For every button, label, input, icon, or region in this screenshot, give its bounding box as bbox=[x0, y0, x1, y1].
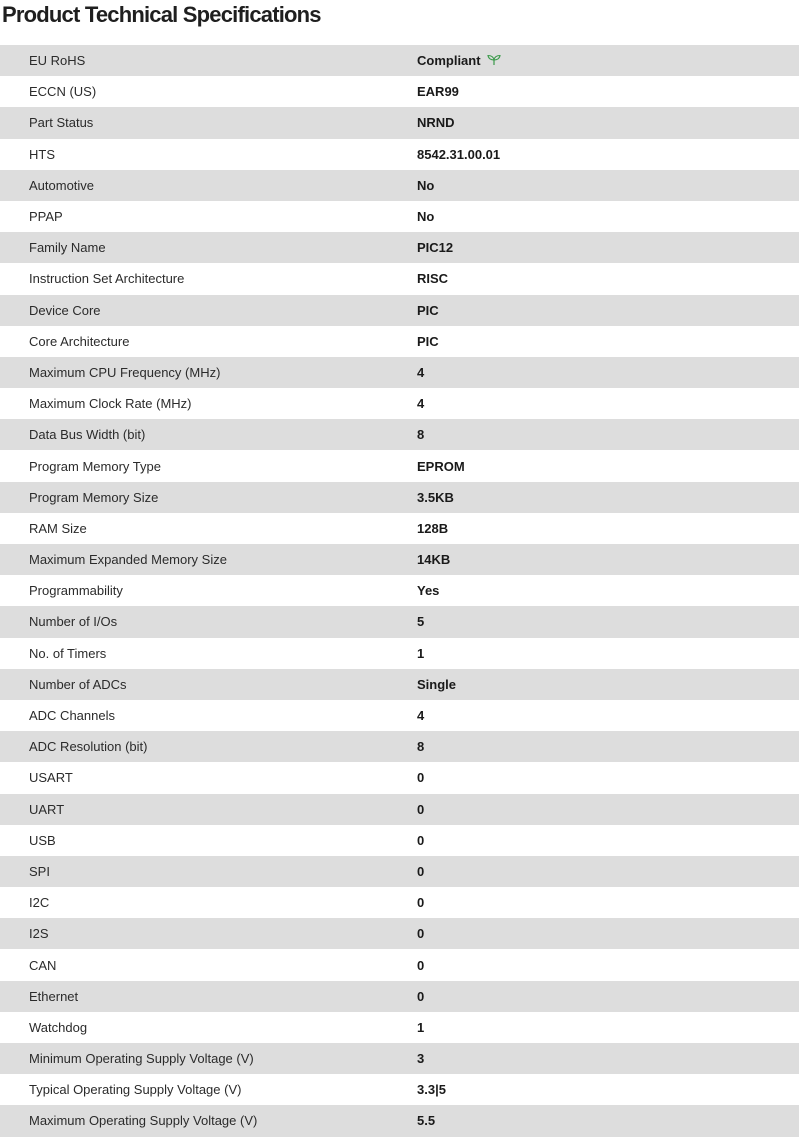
spec-value: 3.3|5 bbox=[417, 1082, 446, 1098]
spec-row bbox=[0, 887, 799, 918]
spec-value-cell bbox=[417, 388, 799, 419]
spec-value: 0 bbox=[417, 988, 425, 1004]
spec-row bbox=[0, 949, 799, 980]
spec-value-cell bbox=[417, 606, 799, 637]
spec-value: EAR99 bbox=[417, 84, 459, 100]
spec-label: Maximum Clock Rate (MHz) bbox=[29, 396, 192, 412]
spec-value: 4 bbox=[417, 396, 425, 412]
spec-label: Program Memory Type bbox=[29, 458, 161, 474]
spec-row bbox=[0, 201, 799, 232]
spec-row bbox=[0, 139, 799, 170]
spec-value: 0 bbox=[417, 832, 425, 848]
spec-value-cell bbox=[417, 357, 799, 388]
spec-value-cell bbox=[417, 419, 799, 450]
spec-label: Core Architecture bbox=[29, 333, 130, 349]
spec-value: PIC bbox=[417, 302, 439, 318]
spec-row bbox=[0, 170, 799, 201]
spec-row bbox=[0, 232, 799, 263]
spec-row bbox=[0, 1074, 799, 1105]
spec-row bbox=[0, 295, 799, 326]
spec-label: I2S bbox=[29, 926, 49, 942]
spec-label: PPAP bbox=[29, 209, 63, 225]
spec-row bbox=[0, 1105, 799, 1136]
spec-value: Yes bbox=[417, 583, 440, 599]
spec-label: I2C bbox=[29, 895, 50, 911]
spec-value-cell bbox=[417, 263, 799, 294]
spec-label: Maximum Operating Supply Voltage (V) bbox=[29, 1113, 258, 1129]
spec-row bbox=[0, 762, 799, 793]
spec-label: No. of Timers bbox=[29, 645, 107, 661]
spec-label: Part Status bbox=[29, 115, 94, 131]
spec-label: SPI bbox=[29, 863, 50, 879]
spec-value-cell bbox=[417, 139, 799, 170]
spec-value-cell bbox=[417, 232, 799, 263]
spec-value-cell bbox=[417, 825, 799, 856]
spec-label: Instruction Set Architecture bbox=[29, 271, 185, 287]
spec-value-cell bbox=[417, 450, 799, 481]
spec-value: 0 bbox=[417, 895, 425, 911]
spec-value: 1 bbox=[417, 645, 425, 661]
spec-label: Number of I/Os bbox=[29, 614, 118, 630]
spec-value-cell bbox=[417, 1105, 799, 1136]
spec-row bbox=[0, 669, 799, 700]
spec-value: 0 bbox=[417, 926, 425, 942]
spec-label: Ethernet bbox=[29, 988, 79, 1004]
spec-value: RISC bbox=[417, 271, 449, 287]
spec-label: Programmability bbox=[29, 583, 123, 599]
spec-value-cell bbox=[417, 949, 799, 980]
spec-value-cell bbox=[417, 513, 799, 544]
spec-row bbox=[0, 606, 799, 637]
spec-value: 8542.31.00.01 bbox=[417, 146, 501, 162]
spec-value-cell bbox=[417, 107, 799, 138]
spec-value-cell bbox=[417, 731, 799, 762]
spec-value-cell bbox=[417, 981, 799, 1012]
spec-value: 0 bbox=[417, 957, 425, 973]
spec-row bbox=[0, 700, 799, 731]
spec-label: Number of ADCs bbox=[29, 676, 127, 692]
spec-value: 0 bbox=[417, 801, 425, 817]
spec-value-cell bbox=[417, 295, 799, 326]
spec-value: 8 bbox=[417, 739, 425, 755]
spec-label: Program Memory Size bbox=[29, 489, 159, 505]
spec-row bbox=[0, 731, 799, 762]
spec-row bbox=[0, 981, 799, 1012]
spec-label: HTS bbox=[29, 146, 55, 162]
spec-value: Single bbox=[417, 676, 457, 692]
spec-value-cell bbox=[417, 700, 799, 731]
spec-label: Device Core bbox=[29, 302, 101, 318]
spec-value: 5.5 bbox=[417, 1113, 436, 1129]
spec-value: No bbox=[417, 209, 435, 225]
spec-label: USART bbox=[29, 770, 73, 786]
spec-value-cell bbox=[417, 76, 799, 107]
spec-value-cell bbox=[417, 918, 799, 949]
spec-row bbox=[0, 357, 799, 388]
spec-row bbox=[0, 107, 799, 138]
spec-row bbox=[0, 825, 799, 856]
leaf-icon bbox=[487, 54, 501, 66]
spec-label: USB bbox=[29, 832, 56, 848]
spec-value-cell bbox=[417, 201, 799, 232]
spec-value: 3 bbox=[417, 1051, 425, 1067]
spec-row bbox=[0, 1043, 799, 1074]
spec-value-cell bbox=[417, 669, 799, 700]
spec-row bbox=[0, 513, 799, 544]
spec-value: 3.5KB bbox=[417, 489, 454, 505]
spec-label: Maximum Expanded Memory Size bbox=[29, 552, 227, 568]
spec-table-body bbox=[0, 45, 799, 1137]
page-title: Product Technical Specifications bbox=[2, 2, 321, 27]
spec-value: NRND bbox=[417, 115, 455, 131]
spec-value: Compliant bbox=[417, 53, 481, 69]
spec-value: 4 bbox=[417, 708, 425, 724]
spec-value: 0 bbox=[417, 863, 425, 879]
spec-value-cell bbox=[417, 638, 799, 669]
spec-row bbox=[0, 388, 799, 419]
spec-row bbox=[0, 45, 799, 76]
spec-label: Data Bus Width (bit) bbox=[29, 427, 146, 443]
spec-value: PIC bbox=[417, 333, 439, 349]
spec-value-cell bbox=[417, 762, 799, 793]
spec-row bbox=[0, 450, 799, 481]
spec-value-cell bbox=[417, 45, 799, 76]
spec-label: ADC Resolution (bit) bbox=[29, 739, 148, 755]
spec-label: Automotive bbox=[29, 177, 95, 193]
spec-label: Minimum Operating Supply Voltage (V) bbox=[29, 1051, 254, 1067]
spec-row bbox=[0, 918, 799, 949]
spec-label: ADC Channels bbox=[29, 708, 115, 724]
spec-row bbox=[0, 263, 799, 294]
spec-label: UART bbox=[29, 801, 65, 817]
spec-value-cell bbox=[417, 575, 799, 606]
spec-value-cell bbox=[417, 1012, 799, 1043]
spec-row bbox=[0, 419, 799, 450]
spec-row bbox=[0, 1012, 799, 1043]
spec-value: EPROM bbox=[417, 458, 465, 474]
spec-label: RAM Size bbox=[29, 520, 87, 536]
spec-row bbox=[0, 326, 799, 357]
spec-row bbox=[0, 638, 799, 669]
spec-row bbox=[0, 794, 799, 825]
spec-label: Family Name bbox=[29, 240, 106, 256]
spec-value-cell bbox=[417, 1074, 799, 1105]
spec-label: EU RoHS bbox=[29, 53, 86, 69]
spec-value-cell bbox=[417, 170, 799, 201]
spec-value-cell bbox=[417, 856, 799, 887]
spec-label: Maximum CPU Frequency (MHz) bbox=[29, 364, 221, 380]
spec-row bbox=[0, 482, 799, 513]
spec-value-cell bbox=[417, 1043, 799, 1074]
spec-label: Typical Operating Supply Voltage (V) bbox=[29, 1082, 242, 1098]
spec-row bbox=[0, 76, 799, 107]
spec-label: ECCN (US) bbox=[29, 84, 97, 100]
spec-value: 128B bbox=[417, 520, 449, 536]
spec-value: 5 bbox=[417, 614, 425, 630]
spec-label: Watchdog bbox=[29, 1019, 88, 1035]
spec-value-cell bbox=[417, 326, 799, 357]
spec-value: PIC12 bbox=[417, 240, 454, 256]
spec-value: No bbox=[417, 177, 435, 193]
spec-value-cell bbox=[417, 544, 799, 575]
spec-value-cell bbox=[417, 482, 799, 513]
spec-row bbox=[0, 544, 799, 575]
spec-row bbox=[0, 575, 799, 606]
spec-value-cell bbox=[417, 887, 799, 918]
spec-value: 4 bbox=[417, 364, 425, 380]
spec-value: 14KB bbox=[417, 552, 451, 568]
spec-label: CAN bbox=[29, 957, 57, 973]
spec-table bbox=[0, 45, 799, 1137]
spec-value: 1 bbox=[417, 1019, 425, 1035]
spec-value: 0 bbox=[417, 770, 425, 786]
spec-row bbox=[0, 856, 799, 887]
spec-value: 8 bbox=[417, 427, 425, 443]
spec-value-cell bbox=[417, 794, 799, 825]
